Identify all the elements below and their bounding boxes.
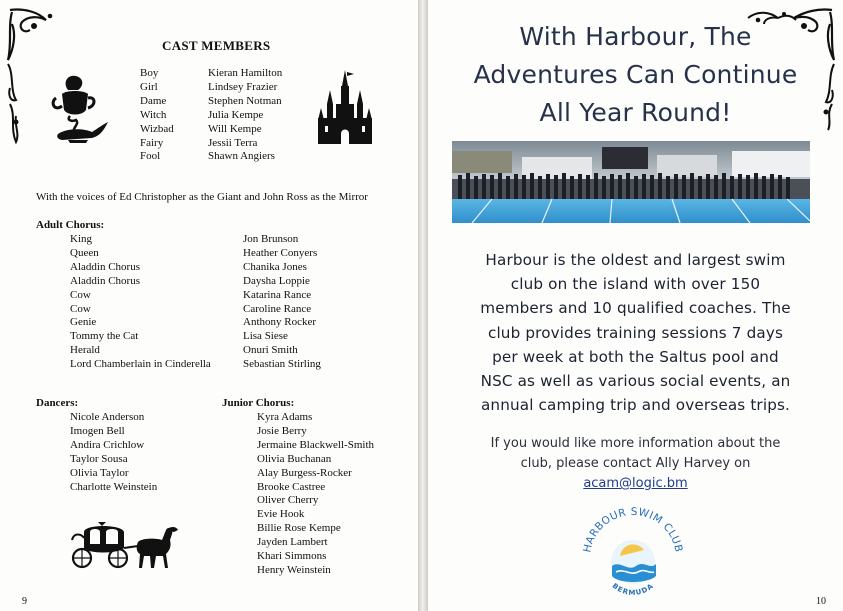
cast-name: Kieran Hamilton (208, 67, 283, 79)
dancer-name: Andira Crichlow (70, 438, 145, 451)
harbour-swim-club-logo (578, 500, 688, 600)
chorus-role: Tommy the Cat (70, 330, 139, 343)
junior-name: Josie Berry (257, 424, 307, 437)
junior-chorus-heading: Junior Chorus: (222, 397, 295, 409)
dancers-list (70, 411, 157, 494)
junior-name: Jayden Lambert (257, 536, 328, 549)
dancer-name: Charlotte Weinstein (70, 480, 158, 493)
voices-line: With the voices of Ed Christopher as the Giant and John Ross as the Mirror (36, 191, 368, 203)
adult-chorus-roles (70, 233, 211, 372)
logo-bottom-text: BERMUDA (610, 581, 656, 598)
chorus-name: Anthony Rocker (243, 316, 317, 329)
chorus-role: Queen (70, 246, 99, 259)
svg-text:BERMUDA (611, 582, 656, 597)
junior-name: Alay Burgess-Rocker (257, 466, 352, 479)
cast-members-title: CAST MEMBERS (162, 38, 271, 53)
dancers-heading: Dancers: (36, 397, 79, 409)
cast-role: Boy (140, 67, 159, 79)
chorus-name: Katarina Rance (243, 288, 312, 301)
club-description (428, 248, 843, 417)
right-page (428, 0, 843, 611)
chorus-name: Heather Conyers (243, 246, 318, 259)
cast-role: Witch (140, 108, 167, 121)
body-line: club provides training sessions 7 days (487, 323, 784, 342)
cast-name: Stephen Notman (208, 94, 282, 107)
cast-role: Wizbad (140, 122, 174, 135)
chorus-name: Chanika Jones (243, 260, 307, 273)
chorus-name: Onuri Smith (243, 344, 298, 357)
page-number-right: 10 (816, 596, 826, 607)
cast-names (208, 67, 282, 164)
adult-chorus-heading: Adult Chorus: (36, 219, 105, 231)
junior-name: Oliver Cherry (257, 494, 319, 507)
chorus-role: King (70, 233, 92, 245)
chorus-name: Jon Brunson (243, 233, 299, 245)
body-line: NSC as well as various social events, an (480, 372, 791, 391)
dancer-name: Olivia Taylor (70, 466, 129, 479)
junior-name: Jermaine Blackwell-Smith (257, 438, 374, 451)
chorus-name: Sebastian Stirling (243, 358, 321, 371)
dancer-name: Imogen Bell (70, 424, 125, 437)
junior-name: Kyra Adams (257, 411, 313, 423)
cast-role: Girl (140, 80, 158, 93)
cast-role: Fairy (140, 136, 164, 149)
cast-name: Lindsey Frazier (208, 80, 278, 93)
cast-name: Jessii Terra (208, 136, 258, 149)
junior-name: Olivia Buchanan (257, 452, 332, 465)
body-line: members and 10 qualified coaches. The (480, 299, 791, 318)
junior-name: Brooke Castree (257, 480, 326, 493)
contact-info (428, 434, 843, 494)
junior-name: Evie Hook (257, 508, 305, 521)
dancer-name: Nicole Anderson (70, 411, 145, 423)
left-page (0, 0, 418, 611)
cast-name: Julia Kempe (208, 108, 264, 121)
chorus-name: Lisa Siese (243, 330, 288, 343)
headline (428, 18, 843, 132)
junior-chorus-list (257, 411, 374, 578)
body-line: annual camping trip and overseas trips. (480, 396, 791, 415)
chorus-role: Herald (70, 344, 100, 357)
genie-lamp-icon (48, 72, 110, 144)
dancer-name: Taylor Sousa (70, 452, 128, 465)
chorus-role: Aladdin Chorus (70, 260, 140, 273)
cast-name: Will Kempe (208, 122, 262, 135)
book-gutter (418, 0, 428, 611)
headline-line: Adventures Can Continue (473, 60, 798, 89)
chorus-role: Lord Chamberlain in Cinderella (70, 358, 211, 371)
chorus-name: Caroline Rance (243, 302, 312, 315)
chorus-name: Daysha Loppie (243, 274, 310, 287)
junior-name: Henry Weinstein (257, 563, 331, 576)
chorus-role: Cow (70, 302, 91, 315)
headline-line: With Harbour, The (519, 22, 752, 51)
chorus-role: Genie (70, 316, 97, 329)
cast-roles (140, 67, 174, 164)
email-link[interactable]: acam@logic.bm (583, 476, 688, 491)
team-photo (452, 141, 810, 223)
castle-icon (316, 68, 374, 146)
headline-line: All Year Round! (539, 98, 732, 127)
chorus-role: Aladdin Chorus (70, 274, 140, 287)
body-line: per week at both the Saltus pool and (492, 347, 779, 366)
junior-name: Khari Simmons (257, 550, 327, 563)
contact-line: If you would like more information about the (490, 436, 781, 451)
body-line: club on the island with over 150 (510, 275, 761, 294)
logo-top-text: HARBOUR SWIM CLUB (581, 505, 685, 554)
body-line: Harbour is the oldest and largest swim (485, 251, 786, 269)
carriage-icon (68, 518, 180, 570)
chorus-role: Cow (70, 288, 91, 301)
cast-name: Shawn Angiers (208, 150, 275, 163)
junior-name: Billie Rose Kempe (257, 522, 341, 535)
contact-line: club, please contact Ally Harvey on (520, 456, 751, 471)
cast-role: Dame (140, 94, 167, 107)
adult-chorus-names (243, 233, 321, 372)
cast-role: Fool (140, 150, 161, 163)
page-number-left: 9 (22, 596, 27, 607)
